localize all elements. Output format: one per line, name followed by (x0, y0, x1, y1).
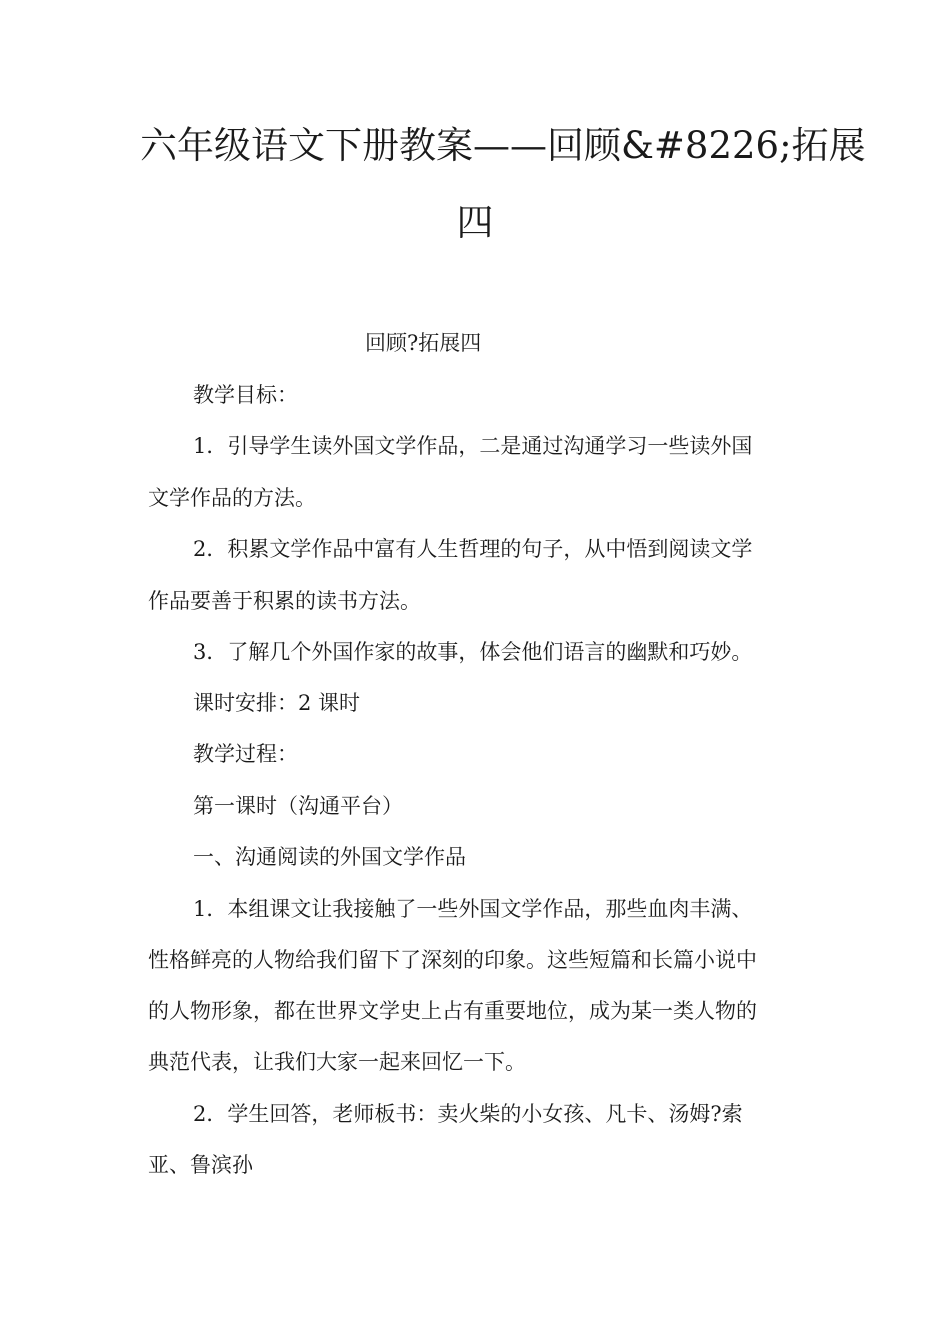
document-subtitle: 回顾?拓展四 (365, 331, 482, 355)
paragraph-line: 性格鲜亮的人物给我们留下了深刻的印象。这些短篇和长篇小说中 (148, 948, 757, 972)
paragraph-line: 3．了解几个外国作家的故事，体会他们语言的幽默和巧妙。 (193, 640, 753, 664)
document-title-line-2: 四 (456, 201, 494, 244)
paragraph-line: 1．本组课文让我接触了一些外国文学作品，那些血肉丰满、 (193, 897, 753, 921)
paragraph-line: 作品要善于积累的读书方法。 (148, 589, 421, 613)
paragraph-line: 1．引导学生读外国文学作品，二是通过沟通学习一些读外国 (193, 434, 753, 458)
section-heading-process: 教学过程： (193, 742, 298, 766)
paragraph-line: 课时安排：2 课时 (193, 691, 361, 715)
document-title-line-1: 六年级语文下册教案——回顾&#8226;拓展 (140, 124, 866, 167)
section-heading-lesson-1: 第一课时（沟通平台） (193, 794, 403, 818)
paragraph-line: 典范代表，让我们大家一起来回忆一下。 (148, 1050, 526, 1074)
section-heading-part-1: 一、沟通阅读的外国文学作品 (193, 845, 466, 869)
paragraph-line: 2．积累文学作品中富有人生哲理的句子，从中悟到阅读文学 (193, 537, 753, 561)
paragraph-line: 的人物形象，都在世界文学史上占有重要地位，成为某一类人物的 (148, 999, 757, 1023)
section-heading-objectives: 教学目标： (193, 383, 298, 407)
paragraph-line: 文学作品的方法。 (148, 486, 316, 510)
paragraph-line: 亚、鲁滨孙 (148, 1153, 253, 1177)
paragraph-line: 2．学生回答，老师板书：卖火柴的小女孩、凡卡、汤姆?索 (193, 1102, 743, 1126)
